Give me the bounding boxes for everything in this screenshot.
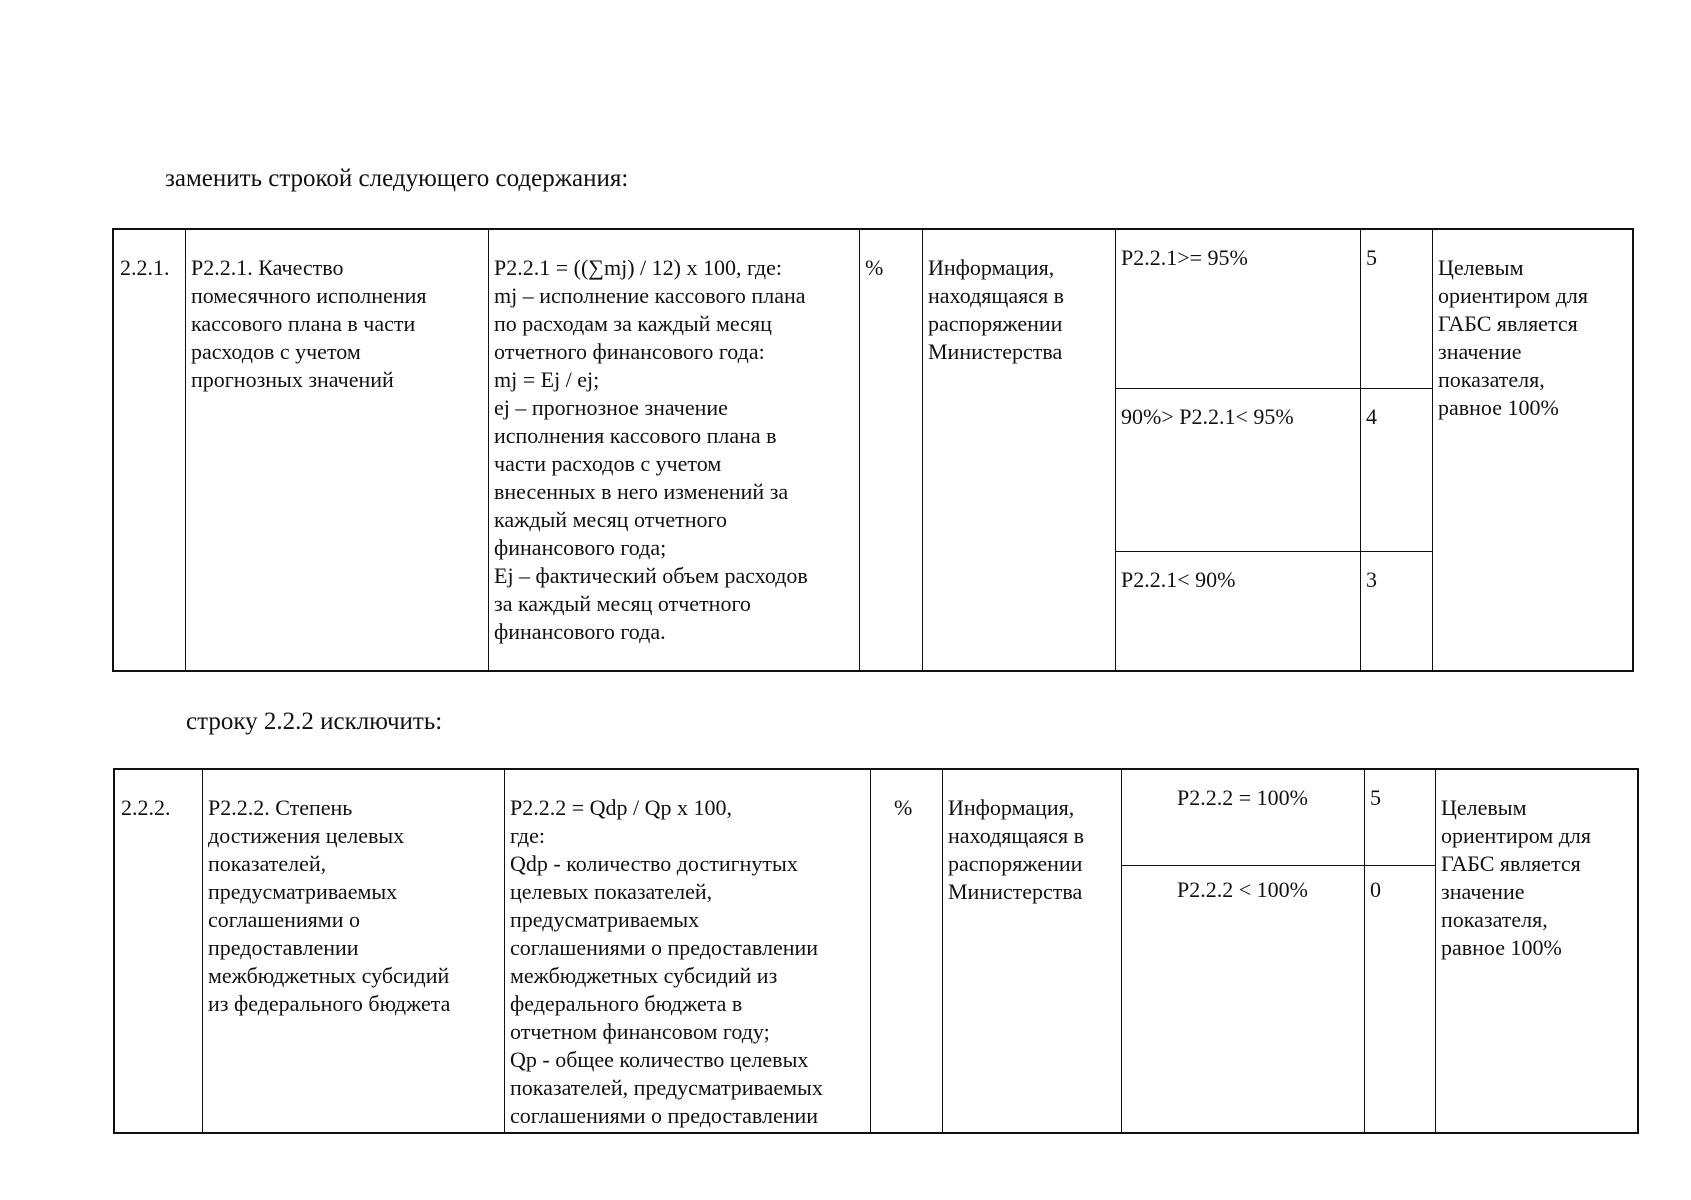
score-value: 3 xyxy=(1366,567,1377,592)
column-divider xyxy=(859,230,860,670)
data-source: Информация, находящаяся в распоряжении Министерства xyxy=(948,795,1084,904)
indicator-formula: Р2.2.2 = Qdp / Qp x 100, где: Qdp - количество достигнутых целевых показателей, предусматриваемых соглашениями о предоставлении межбюджетных субсидий из федерального бюджета в отчетном финансовом году; Qp - общее количество целевых показателей, предусматриваемых соглашениями о предоставлении xyxy=(510,795,823,1128)
column-divider xyxy=(185,230,186,670)
column-divider xyxy=(922,230,923,670)
score-value: 4 xyxy=(1366,404,1377,429)
score-value: 5 xyxy=(1370,785,1381,810)
indicator-name: Р2.2.2. Степень достижения целевых показателей, предусматриваемых соглашениями о предоставлении межбюджетных субсидий из федерального бюджета xyxy=(208,795,451,1016)
column-divider xyxy=(1432,230,1433,670)
condition-value: Р2.2.2 = 100% xyxy=(1177,785,1308,810)
column-divider xyxy=(1364,770,1365,1132)
condition-value: Р2.2.1>= 95% xyxy=(1121,245,1248,270)
score-value: 0 xyxy=(1370,877,1381,902)
condition-value: Р2.2.1< 90% xyxy=(1121,567,1236,592)
column-divider xyxy=(870,770,871,1132)
row-divider xyxy=(1115,388,1432,389)
column-divider xyxy=(488,230,489,670)
indicator-formula: Р2.2.1 = ((∑mj) / 12) x 100, где: mj – исполнение кассового плана по расходам за каждый месяц отчетного финансового года: mj = Ej / ej; ej – прогнозное значение исполнения кассового плана в части расходов с учетом внесенных в него изменений за каждый месяц отчетного финансового года; Ej – фактический объем расходов за каждый месяц отчетного финансового года. xyxy=(494,255,808,644)
unit-of-measure: % xyxy=(894,795,913,820)
table-row-2-2-1 xyxy=(112,228,1634,672)
indicator-name: Р2.2.1. Качество помесячного исполнения кассового плана в части расходов с учетом прогнозных значений xyxy=(191,255,427,392)
column-divider xyxy=(1121,770,1122,1132)
column-divider xyxy=(504,770,505,1132)
column-divider xyxy=(1360,230,1361,670)
score-value: 5 xyxy=(1366,245,1377,270)
target-note: Целевым ориентиром для ГАБС является значение показателя, равное 100% xyxy=(1438,255,1588,420)
row-divider xyxy=(1121,865,1435,866)
condition-value: 90%> Р2.2.1< 95% xyxy=(1121,404,1294,429)
target-note: Целевым ориентиром для ГАБС является значение показателя, равное 100% xyxy=(1441,795,1591,960)
row-number: 2.2.2. xyxy=(121,795,171,820)
row-number: 2.2.1. xyxy=(120,255,170,280)
data-source: Информация, находящаяся в распоряжении Министерства xyxy=(928,255,1064,364)
condition-value: Р2.2.2 < 100% xyxy=(1177,877,1308,902)
intro-paragraph: заменить строкой следующего содержания: xyxy=(165,165,629,192)
column-divider xyxy=(942,770,943,1132)
exclude-paragraph: строку 2.2.2 исключить: xyxy=(186,708,443,735)
table-row-2-2-2 xyxy=(113,768,1639,1134)
column-divider xyxy=(1115,230,1116,670)
unit-of-measure: % xyxy=(865,255,884,280)
row-divider xyxy=(1115,551,1432,552)
column-divider xyxy=(202,770,203,1132)
column-divider xyxy=(1435,770,1436,1132)
